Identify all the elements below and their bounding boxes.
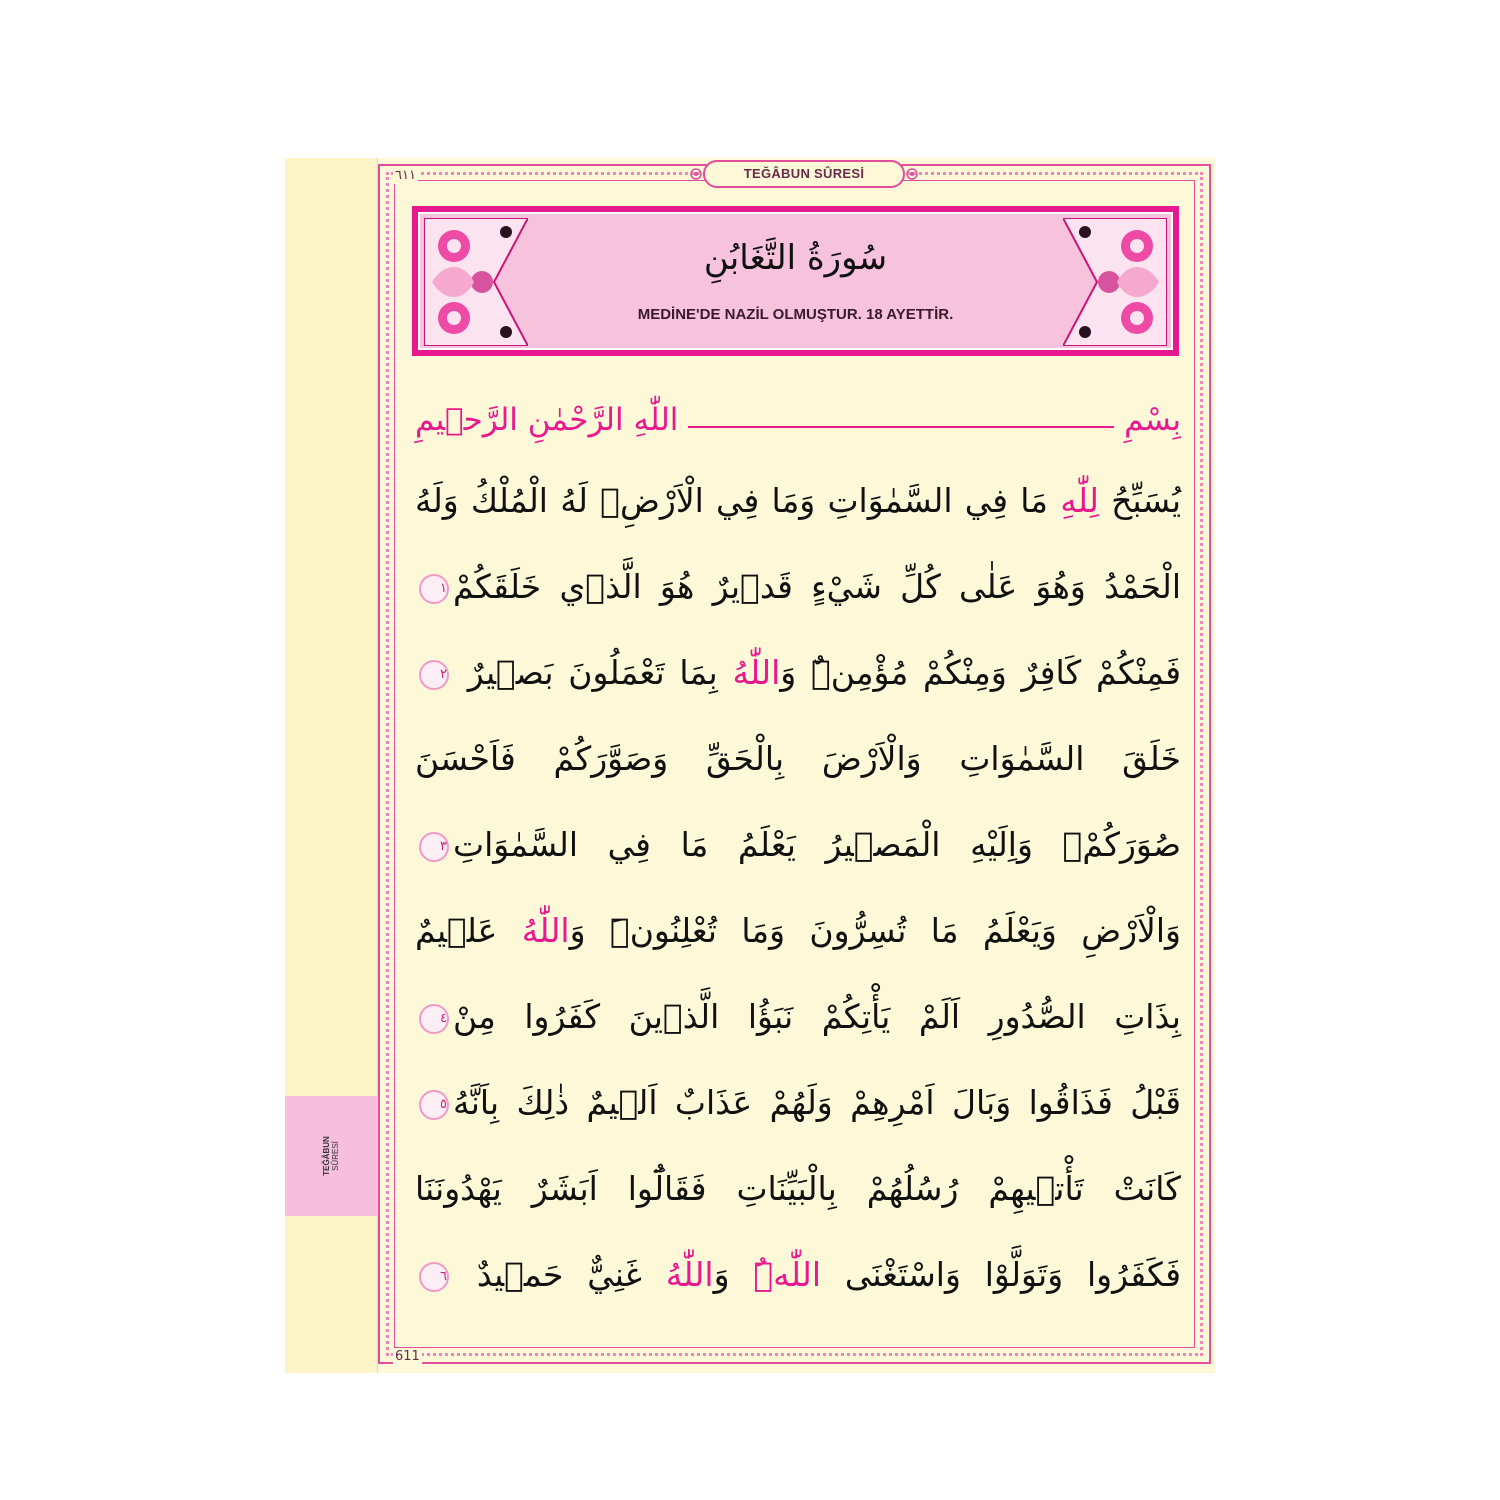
divine-name-highlight: اللّٰهُ	[521, 911, 570, 950]
verse-text: خَلَقَ السَّمٰوَاتِ وَالْاَرْضَ بِالْحَقِّ وَصَوَّرَكُمْ فَاَحْسَنَ	[415, 739, 1181, 778]
verse-line	[415, 630, 1181, 716]
verse-line	[415, 458, 1181, 544]
verse-line	[415, 802, 1181, 888]
divine-name-highlight: اللّٰهُ	[665, 1255, 714, 1294]
basmala-start: بِسْمِ	[1124, 402, 1181, 438]
ayah-number-marker: ١	[419, 574, 449, 604]
banner-right-floral-ornament-icon	[1063, 218, 1167, 346]
verse-text-block	[415, 458, 1181, 1318]
header-left-flower-icon	[689, 167, 703, 181]
verse-line	[415, 1060, 1181, 1146]
ayah-number-marker: ٦	[419, 1262, 449, 1292]
ayah-number-marker: ٢	[419, 660, 449, 690]
verse-text: ذٰلِكَ بِاَنَّهُ	[453, 1083, 570, 1122]
verse-line	[415, 716, 1181, 802]
verse-line	[415, 1146, 1181, 1232]
verse-text: بِمَا تَعْمَلُونَ بَص۪يرٌ	[453, 653, 733, 692]
page-side-strip	[285, 158, 378, 1373]
verse-text: يُسَبِّحُ	[1098, 481, 1182, 520]
divine-name-highlight: اللّٰهُ	[732, 653, 781, 692]
verse-line	[415, 1232, 1181, 1318]
side-tab-label	[322, 1136, 340, 1176]
verse-line	[415, 974, 1181, 1060]
divine-name-highlight: اللّٰهُۜ	[753, 1255, 821, 1294]
surah-banner	[412, 206, 1179, 356]
basmala-end: اللّٰهِ الرَّحْمٰنِ الرَّح۪يمِ	[415, 402, 679, 438]
verse-text: مَا فِي السَّمٰوَاتِ وَمَا فِي الْاَرْضِۚ لَهُ الْمُلْكُ وَلَهُ	[415, 481, 1061, 520]
side-tab-line2: SÛRESİ	[331, 1141, 340, 1171]
mushaf-page	[285, 158, 1215, 1373]
surah-name-arabic: سُورَةُ التَّغَابُنِ	[703, 238, 888, 278]
header-right-flower-icon	[905, 167, 919, 181]
surah-banner-inner	[418, 212, 1173, 350]
surah-revelation-info: MEDİNE'DE NAZİL OLMUŞTUR. 18 AYETTİR.	[637, 306, 954, 323]
side-tab-line1: TEĞÂBUN	[322, 1136, 331, 1176]
ayah-number-marker: ٣	[419, 832, 449, 862]
header-tab	[703, 160, 905, 188]
surah-side-tab[interactable]	[285, 1096, 377, 1216]
verse-line	[415, 544, 1181, 630]
verse-text: صُوَرَكُمْۚ وَاِلَيْهِ الْمَص۪يرُ	[795, 825, 1181, 864]
page-number-bottom: 611	[395, 1349, 420, 1364]
verse-text: هُوَ الَّذ۪ي خَلَقَكُمْ	[453, 567, 695, 606]
verse-text: غَنِيٌّ حَم۪يدٌ	[453, 1255, 666, 1294]
page-number-top: ٦١١	[395, 168, 416, 183]
surah-header-title: TEĞÂBUN SÛRESİ	[743, 166, 865, 181]
ayah-number-marker: ٤	[419, 1004, 449, 1034]
verse-text: وَالْاَرْضِ وَيَعْلَمُ مَا تُسِرُّونَ وَمَا تُعْلِنُونَۜ وَ	[569, 911, 1181, 950]
verse-text: عَل۪يمٌ	[415, 911, 522, 950]
basmala-kashida-line	[688, 426, 1114, 428]
basmala	[415, 390, 1181, 450]
verse-text: كَانَتْ تَأْت۪يهِمْ رُسُلُهُمْ بِالْبَيِّنَاتِ فَقَالُٓوا اَبَشَرٌ يَهْدُونَنَا	[415, 1169, 1181, 1208]
verse-text: بِذَاتِ الصُّدُورِ	[960, 997, 1181, 1036]
verse-text: قَبْلُ فَذَاقُوا وَبَالَ اَمْرِهِمْ وَلَهُمْ عَذَابٌ اَل۪يمٌ	[569, 1083, 1181, 1122]
ayah-number-marker: ٥	[419, 1090, 449, 1120]
verse-line	[415, 888, 1181, 974]
divine-name-highlight: لِلّٰهِ	[1060, 481, 1099, 520]
verse-text: وَ	[713, 1255, 754, 1294]
verse-text: فَكَفَرُوا وَتَوَلَّوْا وَاسْتَغْنَى	[821, 1255, 1181, 1294]
verse-text: يَعْلَمُ مَا فِي السَّمٰوَاتِ	[453, 825, 796, 864]
verse-text: اَلَمْ يَأْتِكُمْ نَبَؤُا الَّذ۪ينَ كَفَرُوا مِنْ	[453, 997, 961, 1036]
verse-text: الْحَمْدُ وَهُوَ عَلٰى كُلِّ شَيْءٍ قَد۪يرٌ	[694, 567, 1182, 606]
verse-text: فَمِنْكُمْ كَافِرٌ وَمِنْكُمْ مُؤْمِنٌۜ وَ	[780, 653, 1181, 692]
